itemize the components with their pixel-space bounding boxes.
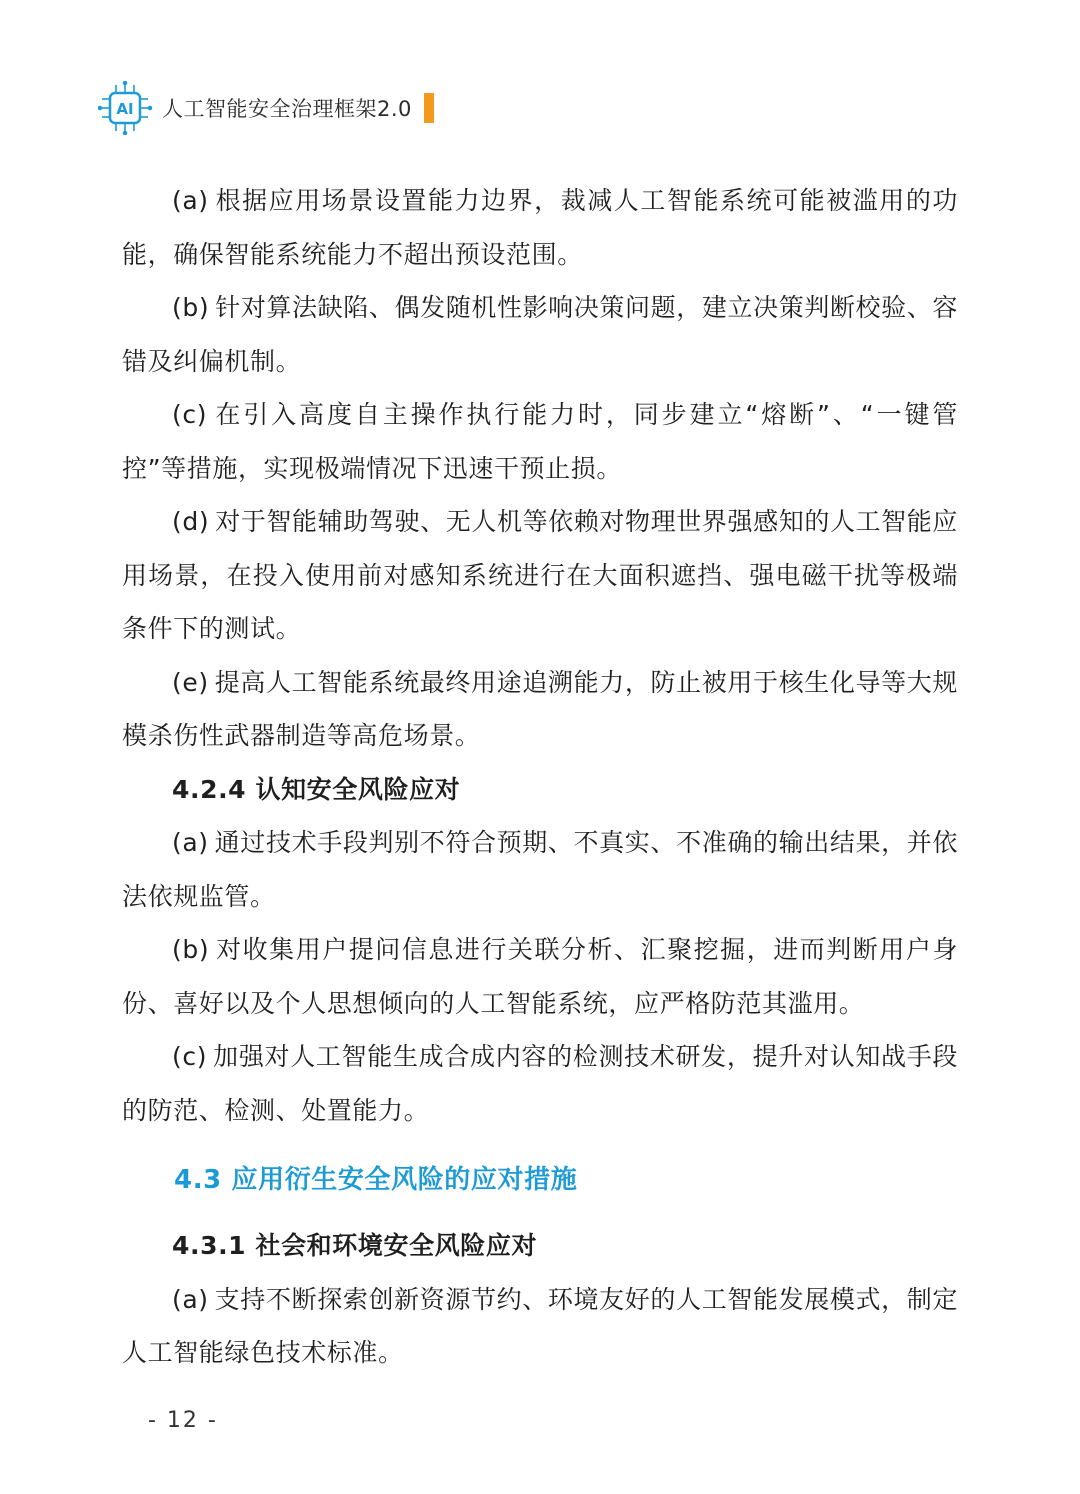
item-marker: (a) [172, 186, 209, 215]
list-item [122, 495, 958, 656]
item-marker: (a) [172, 828, 209, 857]
item-text: 针对算法缺陷、偶发随机性影响决策问题，建立决策判断校验、容错及纠偏机制。 [122, 293, 958, 376]
subsection-heading-4-3-1: 4.3.1 社会和环境安全风险应对 [172, 1231, 538, 1260]
svg-text:AI: AI [116, 100, 134, 118]
main-content [122, 174, 958, 1380]
item-marker: (d) [172, 507, 210, 536]
list-item [122, 388, 958, 495]
list-item [122, 923, 958, 1030]
item-text: 支持不断探索创新资源节约、环境友好的人工智能发展模式，制定人工智能绿色技术标准。 [122, 1284, 958, 1367]
list-item [122, 816, 958, 923]
item-text: 通过技术手段判别不符合预期、不真实、不准确的输出结果，并依法依规监管。 [122, 828, 958, 911]
page-number: - 12 - [148, 1408, 218, 1433]
accent-bar [424, 93, 434, 123]
list-item [122, 1273, 958, 1380]
item-marker: (c) [172, 1042, 208, 1071]
item-marker: (b) [172, 935, 210, 964]
item-text: 在引入高度自主操作执行能力时，同步建立“熔断”、“一键管控”等措施，实现极端情况下迅速干预止损。 [122, 400, 958, 483]
section-heading-4-3: 4.3 应用衍生安全风险的应对措施 [174, 1165, 578, 1195]
list-item [122, 281, 958, 388]
page-header [98, 78, 434, 138]
item-marker: (b) [172, 293, 210, 322]
item-marker: (a) [172, 1284, 209, 1314]
item-text: 根据应用场景设置能力边界，裁减人工智能系统可能被滥用的功能，确保智能系统能力不超出预设范围。 [122, 186, 958, 269]
item-marker: (c) [172, 400, 208, 429]
subsection-heading-4-2-4: 4.2.4 认知安全风险应对 [172, 774, 461, 804]
item-text: 对于智能辅助驾驶、无人机等依赖对物理世界强感知的人工智能应用场景，在投入使用前对感知系统进行在大面积遮挡、强电磁干扰等极端条件下的测试。 [122, 507, 958, 643]
item-text: 对收集用户提问信息进行关联分析、汇聚挖掘，进而判断用户身份、喜好以及个人思想倾向的人工智能系统，应严格防范其滥用。 [122, 935, 958, 1018]
item-text: 提高人工智能系统最终用途追溯能力，防止被用于核生化导等大规模杀伤性武器制造等高危场景。 [122, 667, 958, 750]
list-item [122, 656, 958, 763]
item-text: 加强对人工智能生成合成内容的检测技术研发，提升对认知战手段的防范、检测、处置能力。 [122, 1042, 958, 1125]
list-item [122, 174, 958, 281]
item-marker: (e) [172, 667, 209, 697]
ai-chip-logo-icon [98, 81, 152, 135]
list-item [122, 1030, 958, 1137]
document-title: 人工智能安全治理框架2.0 [162, 97, 412, 121]
